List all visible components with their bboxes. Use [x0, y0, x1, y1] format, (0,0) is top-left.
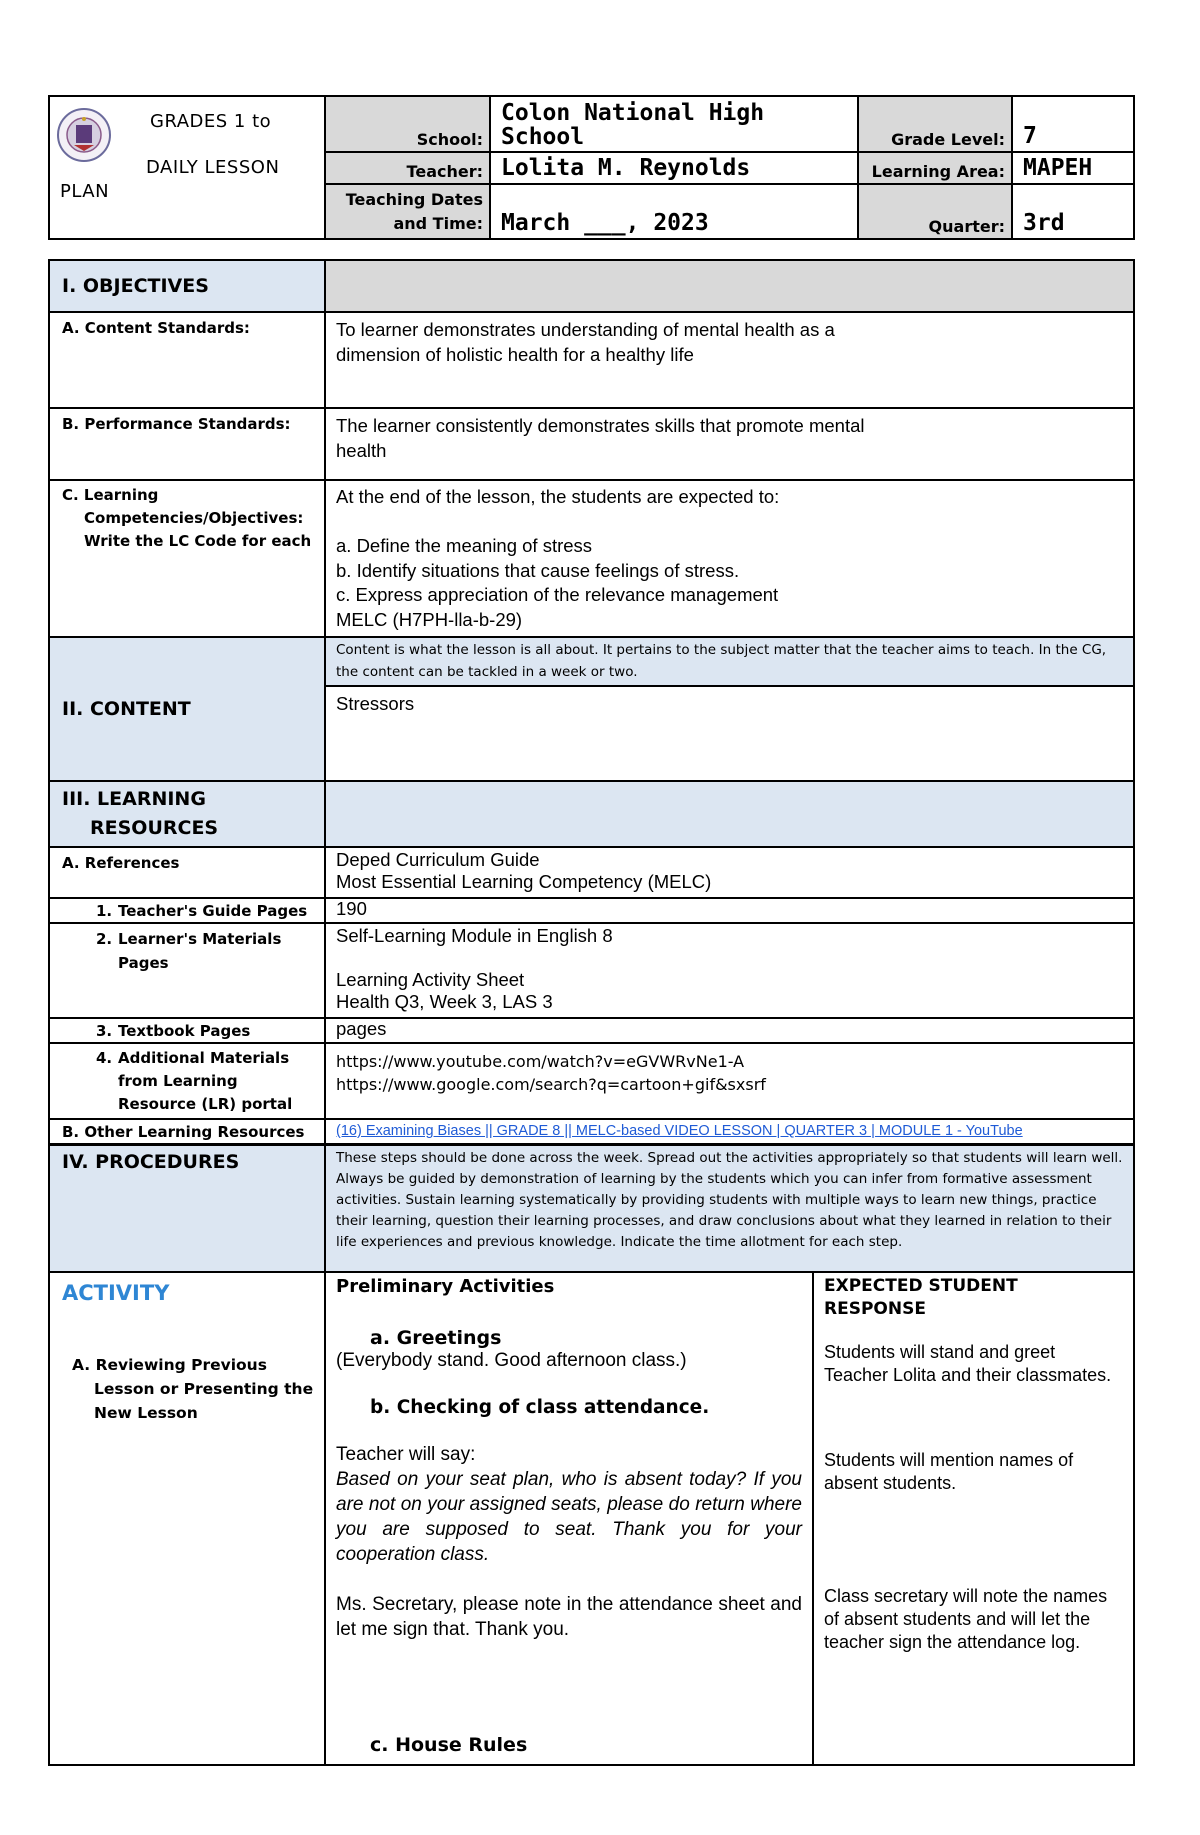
response-greetings: Students will stand and greet Teacher Lolita and their classmates. [824, 1342, 1112, 1385]
activity-content-cell [325, 1272, 813, 1765]
additional-materials-value[interactable]: https://www.youtube.com/watch?v=eGVWRvNe1-A https://www.google.com/search?q=cartoon+gif&sxsrf [325, 1043, 1134, 1119]
content-value: Stressors [325, 686, 1134, 781]
title-line2: DAILY LESSON [146, 157, 280, 178]
teacher-say-label: Teacher will say: [336, 1444, 476, 1465]
lesson-plan-table [48, 259, 1135, 1145]
grade-level-value: 7 [1012, 96, 1134, 152]
learning-resources-heading [49, 781, 325, 847]
learners-materials-value: Self-Learning Module in English 8 Learning Activity Sheet Health Q3, Week 3, LAS 3 [325, 923, 1134, 1018]
header-table [48, 95, 1135, 240]
school-label: School: [325, 96, 490, 152]
objectives-heading: I. OBJECTIVES [49, 260, 325, 312]
procedures-heading: IV. PROCEDURES [49, 1145, 325, 1272]
attendance-title: b. Checking of class attendance. [370, 1397, 710, 1418]
content-note: Content is what the lesson is all about. It pertains to the subject matter that the teacher aims to teach. In the CG, the content can be tackled in a week or two. [325, 637, 1134, 686]
other-resources-link[interactable]: (16) Examining Biases || GRADE 8 || MELC-based VIDEO LESSON | QUARTER 3 | MODULE 1 - YouTube [336, 1123, 1023, 1139]
learners-materials-text: Learner's Materials Pages [118, 930, 282, 972]
other-resources-label: B. Other Learning Resources [49, 1119, 325, 1144]
procedures-note: These steps should be done across the week. Spread out the activities appropriately so that students will learn well. Always be guided by demonstration of learning by the students which you can infer from formative assessment activities. Sustain learning systematically by providing students with multiple ways to learn new things, practice their learning, question their learning processes, and draw conclusions about what they learned in relation to their life experiences and previous knowledge. Indicate the time allotment for each step. [325, 1145, 1134, 1272]
title-line3: PLAN [60, 181, 110, 202]
learning-competencies-value: At the end of the lesson, the students are expected to: a. Define the meaning of stress b. Identify situations that cause feelings of stress. c. Express appreciation of the relevance management MELC (H7PH-lla-b-29) [325, 480, 1134, 637]
grade-level-label: Grade Level: [858, 96, 1012, 152]
quarter-value: 3rd [1012, 184, 1134, 239]
expected-response-heading: EXPECTED STUDENT RESPONSE [824, 1276, 1018, 1319]
title-cell [49, 96, 325, 239]
objectives-heading-blank [325, 260, 1134, 312]
learning-area-value: MAPEH [1012, 152, 1134, 184]
title-line1: GRADES 1 to [150, 111, 272, 132]
school-value: Colon National High School [490, 96, 858, 152]
learning-area-label: Learning Area: [858, 152, 1012, 184]
response-attendance: Students will mention names of absent students. [824, 1450, 1074, 1493]
learning-competencies-text: C. Learning Competencies/Objectives: Write the LC Code for each [62, 486, 312, 550]
learners-materials-label: 2. Learner's Materials Pages [49, 923, 325, 1018]
teachers-guide-label: 1. Teacher's Guide Pages [49, 898, 325, 923]
preliminary-activities-title: Preliminary Activities [336, 1276, 555, 1297]
reviewing-lesson-label: A. Reviewing Previous Lesson or Presenting the New Lesson [72, 1356, 314, 1422]
references-value: Deped Curriculum Guide Most Essential Learning Competency (MELC) [325, 847, 1134, 898]
performance-standards-label: B. Performance Standards: [49, 408, 325, 480]
deped-seal-icon [56, 107, 112, 163]
textbook-value: pages [325, 1018, 1134, 1043]
additional-materials-text: Additional Materials from Learning Resource (LR) portal [118, 1049, 293, 1113]
textbook-text: Textbook Pages [118, 1022, 251, 1040]
content-standards-value: To learner demonstrates understanding of mental health as a dimension of holistic health for a healthy life [325, 312, 1134, 408]
teacher-quote: Based on your seat plan, who is absent today? If you are not on your assigned seats, please do return where you are supposed to seat. Thank you for your cooperation class. [336, 1469, 802, 1565]
learning-resources-heading-text: III. LEARNING RESOURCES [62, 788, 219, 839]
teachers-guide-text: Teacher's Guide Pages [118, 902, 308, 920]
teachers-guide-value: 190 [325, 898, 1134, 923]
content-heading: II. CONTENT [49, 637, 325, 781]
textbook-label: 3. Textbook Pages [49, 1018, 325, 1043]
quarter-label: Quarter: [858, 184, 1012, 239]
teacher-value: Lolita M. Reynolds [490, 152, 858, 184]
activity-label: ACTIVITY [62, 1281, 170, 1305]
response-secretary: Class secretary will note the names of absent students and will let the teacher sign the attendance log. [824, 1586, 1108, 1652]
additional-materials-label: 4. Additional Materials from Learning Resource (LR) portal [49, 1043, 325, 1119]
secretary-instruction: Ms. Secretary, please note in the attendance sheet and let me sign that. Thank you. [336, 1594, 802, 1640]
expected-response-cell [813, 1272, 1134, 1765]
learning-competencies-label [49, 480, 325, 637]
other-resources-cell [325, 1119, 1134, 1144]
content-standards-label: A. Content Standards: [49, 312, 325, 408]
greetings-title: a. Greetings [370, 1327, 502, 1349]
references-label: A. References [49, 847, 325, 898]
performance-standards-value: The learner consistently demonstrates skills that promote mental health [325, 408, 1134, 480]
learning-resources-heading-blank [325, 781, 1134, 847]
teaching-dates-value: March ___, 2023 [490, 184, 858, 239]
greetings-text: (Everybody stand. Good afternoon class.) [336, 1350, 687, 1371]
teacher-label: Teacher: [325, 152, 490, 184]
activity-label-cell [49, 1272, 325, 1765]
teaching-dates-label: Teaching Dates and Time: [325, 184, 490, 239]
house-rules-title: c. House Rules [370, 1734, 528, 1756]
procedures-table [48, 1144, 1135, 1766]
